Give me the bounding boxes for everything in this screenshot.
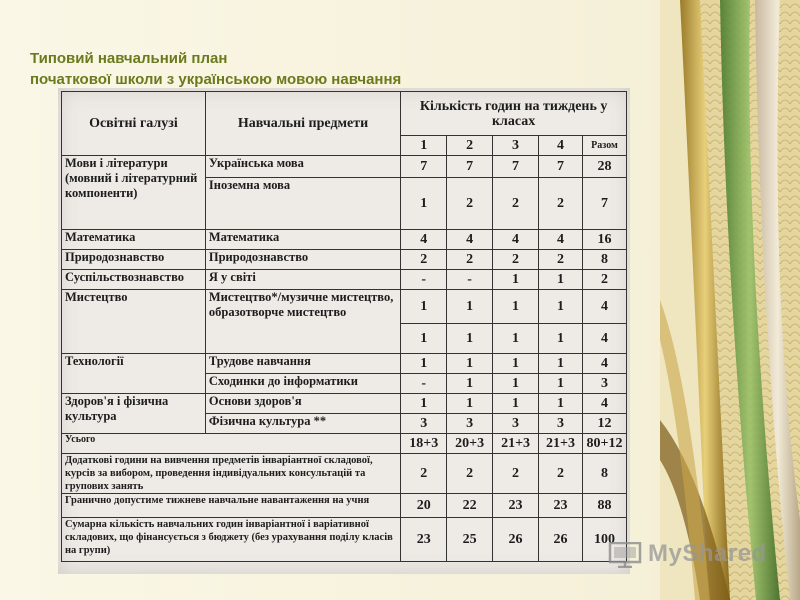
value-cell: 12 bbox=[582, 414, 626, 434]
value-cell: 4 bbox=[582, 354, 626, 374]
value-cell: 1 bbox=[447, 324, 493, 354]
area-nature: Природознавство bbox=[62, 250, 206, 270]
area-math: Математика bbox=[62, 230, 206, 250]
sum-label: Сумарна кількість навчальних годин інваріантної і варіативної складових, що фінансується з бюджету (без урахування поділу класів на групи) bbox=[62, 518, 401, 562]
subject-health: Основи здоров'я bbox=[205, 394, 400, 414]
value-cell: 1 bbox=[447, 394, 493, 414]
header-hours: Кількість годин на тиждень у класах bbox=[401, 92, 627, 136]
value-cell: 23 bbox=[539, 494, 583, 518]
value-cell: 23 bbox=[401, 518, 447, 562]
value-cell: 2 bbox=[447, 250, 493, 270]
value-cell: 8 bbox=[582, 250, 626, 270]
header-areas: Освітні галузі bbox=[62, 92, 206, 156]
value-cell: 7 bbox=[401, 156, 447, 178]
value-cell: 16 bbox=[582, 230, 626, 250]
decorative-ribbons bbox=[660, 0, 800, 600]
value-cell: 1 bbox=[493, 374, 539, 394]
value-cell: 7 bbox=[539, 156, 583, 178]
value-cell: - bbox=[447, 270, 493, 290]
title-line-2: початкової школи з українською мовою навчання bbox=[30, 71, 402, 88]
value-cell: 26 bbox=[493, 518, 539, 562]
value-cell: 8 bbox=[582, 454, 626, 494]
value-cell: 28 bbox=[582, 156, 626, 178]
value-cell: 7 bbox=[582, 178, 626, 230]
value-cell: 7 bbox=[447, 156, 493, 178]
value-cell: - bbox=[401, 270, 447, 290]
subject-art: Мистецтво*/музичне мистецтво, образотворче мистецтво bbox=[205, 290, 400, 354]
value-cell: 2 bbox=[539, 178, 583, 230]
value-cell: 1 bbox=[539, 394, 583, 414]
value-cell: 21+3 bbox=[493, 434, 539, 454]
value-cell: 4 bbox=[447, 230, 493, 250]
value-cell: 25 bbox=[447, 518, 493, 562]
value-cell: 4 bbox=[401, 230, 447, 250]
subject-labor: Трудове навчання bbox=[205, 354, 400, 374]
value-cell: 21+3 bbox=[539, 434, 583, 454]
header-class-1: 1 bbox=[401, 136, 447, 156]
value-cell: 88 bbox=[582, 494, 626, 518]
watermark bbox=[608, 540, 778, 570]
value-cell: 1 bbox=[539, 290, 583, 324]
max-load-label: Гранично допустиме тижневе навчальне навантаження на учня bbox=[62, 494, 401, 518]
value-cell: 1 bbox=[493, 324, 539, 354]
value-cell: 2 bbox=[401, 250, 447, 270]
value-cell: 1 bbox=[539, 270, 583, 290]
value-cell: 100 bbox=[582, 518, 626, 562]
value-cell: 3 bbox=[447, 414, 493, 434]
subject-pe: Фізична культура ** bbox=[205, 414, 400, 434]
value-cell: 1 bbox=[401, 324, 447, 354]
value-cell: 4 bbox=[493, 230, 539, 250]
subject-informatics: Сходинки до інформатики bbox=[205, 374, 400, 394]
header-class-3: 3 bbox=[493, 136, 539, 156]
value-cell: 1 bbox=[401, 354, 447, 374]
value-cell: 1 bbox=[493, 394, 539, 414]
value-cell: 2 bbox=[401, 454, 447, 494]
value-cell: 3 bbox=[493, 414, 539, 434]
value-cell: - bbox=[401, 374, 447, 394]
title-line-1: Типовий навчальний план bbox=[30, 50, 228, 67]
value-cell: 1 bbox=[401, 290, 447, 324]
header-class-4: 4 bbox=[539, 136, 583, 156]
area-technology: Технології bbox=[62, 354, 206, 394]
subject-math: Математика bbox=[205, 230, 400, 250]
area-art: Мистецтво bbox=[62, 290, 206, 354]
area-languages: Мови і літератури (мовний і літературний компоненти) bbox=[62, 156, 206, 230]
header-total: Разом bbox=[582, 136, 626, 156]
value-cell: 20 bbox=[401, 494, 447, 518]
value-cell: 2 bbox=[493, 250, 539, 270]
value-cell: 3 bbox=[539, 414, 583, 434]
value-cell: 3 bbox=[582, 374, 626, 394]
value-cell: 18+3 bbox=[401, 434, 447, 454]
value-cell: 26 bbox=[539, 518, 583, 562]
value-cell: 1 bbox=[401, 178, 447, 230]
value-cell: 4 bbox=[539, 230, 583, 250]
ribbon-art bbox=[660, 0, 800, 600]
value-cell: 1 bbox=[401, 394, 447, 414]
subject-ukrainian: Українська мова bbox=[205, 156, 400, 178]
value-cell: 1 bbox=[447, 374, 493, 394]
value-cell: 1 bbox=[447, 354, 493, 374]
additional-label: Додаткові години на вивчення предметів інваріантної складової, курсів за вибором, проведення індивідуальних консультацій та групових занять bbox=[62, 454, 401, 494]
value-cell: 1 bbox=[447, 290, 493, 324]
header-subjects: Навчальні предмети bbox=[205, 92, 400, 156]
value-cell: 2 bbox=[539, 250, 583, 270]
area-health: Здоров'я і фізична культура bbox=[62, 394, 206, 434]
value-cell: 2 bbox=[493, 178, 539, 230]
subject-me-in-world: Я у світі bbox=[205, 270, 400, 290]
subject-nature: Природознавство bbox=[205, 250, 400, 270]
value-cell: 80+12 bbox=[582, 434, 626, 454]
curriculum-table bbox=[61, 91, 627, 562]
value-cell: 4 bbox=[582, 290, 626, 324]
total-label: Усього bbox=[62, 434, 401, 454]
slide-title bbox=[30, 48, 630, 90]
value-cell: 4 bbox=[582, 324, 626, 354]
value-cell: 1 bbox=[539, 324, 583, 354]
value-cell: 2 bbox=[493, 454, 539, 494]
value-cell: 1 bbox=[493, 290, 539, 324]
subject-foreign-language: Іноземна мова bbox=[205, 178, 400, 230]
value-cell: 4 bbox=[582, 394, 626, 414]
value-cell: 2 bbox=[582, 270, 626, 290]
value-cell: 1 bbox=[493, 270, 539, 290]
value-cell: 7 bbox=[493, 156, 539, 178]
scanned-document bbox=[58, 88, 630, 574]
header-class-2: 2 bbox=[447, 136, 493, 156]
value-cell: 1 bbox=[539, 374, 583, 394]
value-cell: 23 bbox=[493, 494, 539, 518]
watermark-text: MyShared bbox=[648, 540, 767, 567]
presentation-screen-icon bbox=[608, 542, 642, 568]
value-cell: 1 bbox=[539, 354, 583, 374]
value-cell: 22 bbox=[447, 494, 493, 518]
value-cell: 1 bbox=[493, 354, 539, 374]
value-cell: 2 bbox=[447, 454, 493, 494]
value-cell: 2 bbox=[447, 178, 493, 230]
value-cell: 20+3 bbox=[447, 434, 493, 454]
area-social: Суспільствознавство bbox=[62, 270, 206, 290]
value-cell: 3 bbox=[401, 414, 447, 434]
value-cell: 2 bbox=[539, 454, 583, 494]
